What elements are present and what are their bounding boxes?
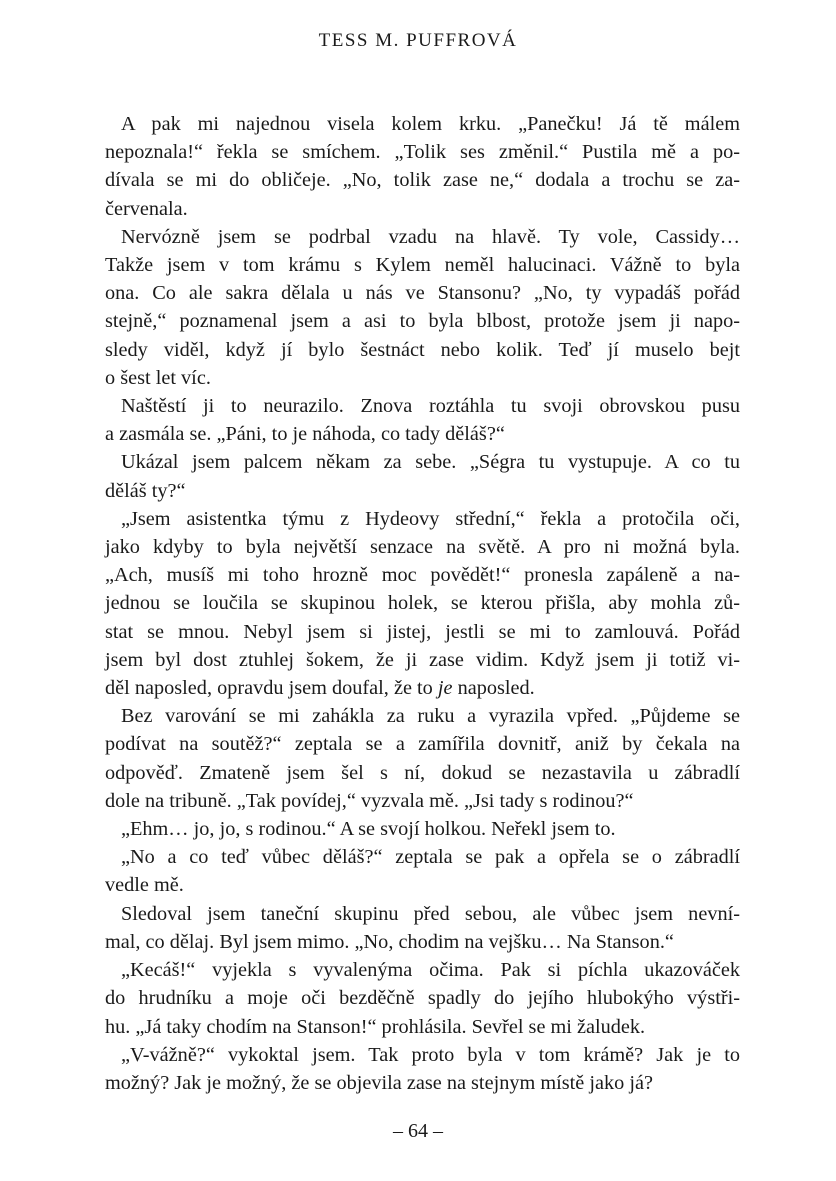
text-line: „Ehm… jo, jo, s rodinou.“ A se svojí holkou. Neřekl jsem to. [121, 818, 616, 841]
text-line: Naštěstí ji to neurazilo. Znova roztáhla tu svoji obrovskou pusu [121, 395, 740, 418]
text-line: „Ach, musíš mi toho hrozně moc povědět!“ pronesla zapáleně a na- [105, 564, 740, 587]
text-line: sledy viděl, když jí bylo šestnáct nebo kolik. Teď jí muselo bejt [105, 338, 740, 361]
text-line: o šest let víc. [105, 366, 211, 389]
text-line: možný? Jak je možný, že se objevila zase na stejnym místě jako já? [105, 1071, 653, 1094]
emphasis: je [437, 677, 453, 700]
text-line: vedle mě. [105, 874, 184, 897]
text-line: do hrudníku a moje oči bezděčně spadly do jejího hlubokýho výstři- [105, 987, 740, 1010]
text-line: podívat na soutěž?“ zeptala se a zamířila dovnitř, aniž by čekala na [105, 733, 740, 756]
text-line: „V-vážně?“ vykoktal jsem. Tak proto byla v tom krámě? Jak je to [121, 1043, 740, 1066]
text-line: a zasmála se. „Páni, to je náhoda, co tady děláš?“ [105, 423, 505, 446]
body-text [105, 110, 740, 1097]
text-line: hu. „Já taky chodím na Stanson!“ prohlásila. Sevřel se mi žaludek. [105, 1015, 646, 1038]
text-line: nepoznala!“ řekla se smíchem. „Tolik ses změnil.“ Pustila mě a po- [105, 141, 740, 164]
running-head: TESS M. PUFFROVÁ [318, 30, 518, 51]
text-line: červenala. [105, 197, 188, 220]
text-line: dívala se mi do obličeje. „No, tolik zase ne,“ dodala a trochu se za- [105, 169, 740, 192]
text-line: dole na tribuně. „Tak povídej,“ vyzvala mě. „Jsi tady s rodinou?“ [105, 789, 634, 812]
text-line: stat se mnou. Nebyl jsem si jistej, jestli se mi to zamlouvá. Pořád [105, 620, 740, 643]
page-number: – 64 – [393, 1120, 443, 1142]
text-line: stejně,“ poznamenal jsem a asi to byla blbost, protože jsem ji napo- [105, 310, 740, 333]
text-line: mal, co dělaj. Byl jsem mimo. „No, chodim na vejšku… Na Stanson.“ [105, 930, 674, 953]
text-line: Bez varování se mi zahákla za ruku a vyrazila vpřed. „Půjdeme se [121, 705, 740, 728]
text-line: děl naposled, opravdu jsem doufal, že to je naposled. [105, 677, 535, 700]
text-line: A pak mi najednou visela kolem krku. „Panečku! Já tě málem [121, 113, 740, 135]
text-line: jsem byl dost ztuhlej šokem, že ji zase vidim. Když jsem ji totiž vi- [105, 648, 740, 671]
text-line: jako kdyby to byla největší senzace na světě. A pro ni možná byla. [105, 536, 740, 559]
text-line: „Kecáš!“ vyjekla s vyvalenýma očima. Pak si píchla ukazováček [121, 959, 740, 982]
text-line: „No a co teď vůbec děláš?“ zeptala se pak a opřela se o zábradlí [121, 846, 740, 869]
text-line: děláš ty?“ [105, 479, 186, 502]
text-line: jednou se loučila se skupinou holek, se kterou přišla, aby mohla zů- [105, 592, 740, 615]
text-line: Ukázal jsem palcem někam za sebe. „Ségra tu vystupuje. A co tu [121, 451, 740, 474]
text-line: ona. Co ale sakra dělala u nás ve Stansonu? „No, ty vypadáš pořád [105, 282, 740, 305]
text-line: Nervózně jsem se podrbal vzadu na hlavě. Ty vole, Cassidy… [121, 225, 740, 248]
text-line: „Jsem asistentka týmu z Hydeovy střední,“ řekla a protočila oči, [121, 507, 740, 530]
text-line: Sledoval jsem taneční skupinu před sebou, ale vůbec jsem nevní- [121, 902, 740, 925]
text-line: Takže jsem v tom krámu s Kylem neměl halucinaci. Vážně to byla [105, 254, 740, 277]
text-line: odpověď. Zmateně jsem šel s ní, dokud se nezastavila u zábradlí [105, 761, 740, 784]
